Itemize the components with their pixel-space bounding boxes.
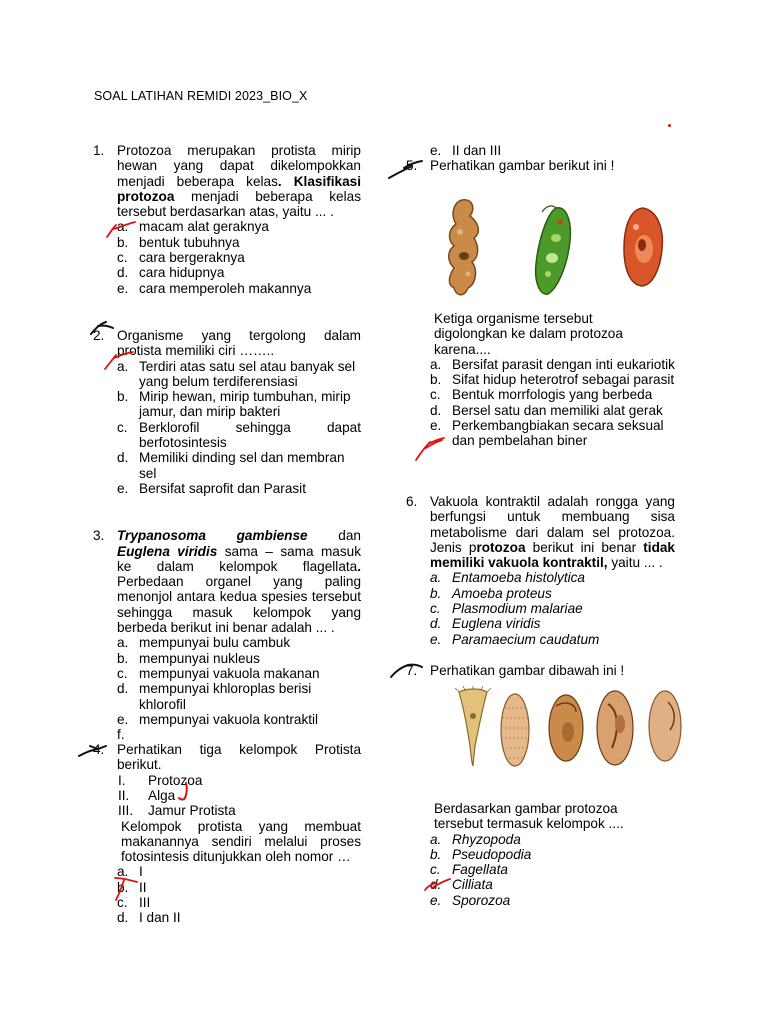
option[interactable]: f. bbox=[117, 727, 125, 743]
q7-options bbox=[430, 832, 675, 908]
option[interactable]: b. II bbox=[117, 879, 147, 895]
question-text: Perhatikan gambar dibawah ini ! bbox=[430, 663, 625, 678]
ciliate-image-4 bbox=[594, 688, 636, 768]
question-number: 5. bbox=[406, 158, 418, 173]
paramecium-image bbox=[620, 205, 666, 289]
q4-continued bbox=[430, 143, 675, 158]
question-5-caption: Ketiga organisme tersebut digolongkan ke dalam protozoa karena.... bbox=[434, 311, 623, 357]
option[interactable]: a. Terdiri atas satu sel atau banyak sel yang belum terdiferensiasi bbox=[117, 358, 356, 389]
option[interactable]: c. III bbox=[117, 895, 151, 911]
q6-options bbox=[430, 570, 675, 646]
page-title: SOAL LATIHAN REMIDI 2023_BIO_X bbox=[94, 89, 308, 103]
question-4-text2: Kelompok protista yang membuat makanannya sendiri melalui proses fotosintesis ditunjukkan oleh nomor … bbox=[121, 818, 361, 865]
option[interactable]: a. Bersifat parasit dengan inti eukariotik bbox=[430, 356, 675, 372]
question-text: Perhatikan gambar berikut ini ! bbox=[430, 158, 615, 173]
question-number: 3. bbox=[93, 528, 105, 544]
option[interactable]: a. mempunyai bulu cambuk bbox=[117, 635, 291, 651]
option[interactable]: d. mempunyai khloroplas berisi khlorofil bbox=[117, 681, 312, 712]
question-7-caption: Berdasarkan gambar protozoa tersebut termasuk kelompok .... bbox=[434, 801, 624, 832]
option[interactable]: b. Mirip hewan, mirip tumbuhan, mirip jamur, dan mirip bakteri bbox=[117, 389, 351, 420]
q4-items bbox=[117, 773, 361, 819]
question-7-body bbox=[430, 801, 675, 908]
option[interactable]: d. Bersel satu dan memiliki alat gerak bbox=[430, 402, 663, 418]
question-text: Organisme yang tergolong dalam protista memiliki ciri …….. bbox=[117, 327, 361, 359]
question-6: 6. Vakuola kontraktil adalah rongga yang berfungsi untuk membuang sisa metabolisme dari dalam sel protozoa. Jenis protozoa berikut ini benar tidak memiliki vakuola kontraktil, yaitu ... . a. Entamoeba histolytica b. Amoeba proteus c. Plasmodium malariae d. Euglena viridis e. Paramaecium caudatum bbox=[406, 494, 675, 647]
ciliate-image-2 bbox=[496, 688, 534, 770]
q4-options bbox=[117, 864, 361, 925]
option[interactable]: a. Entamoeba histolytica bbox=[430, 570, 585, 586]
option[interactable]: b. mempunyai nukleus bbox=[117, 650, 260, 666]
option[interactable]: d. Memiliki dinding sel dan membran sel bbox=[117, 450, 345, 481]
q3-options bbox=[117, 635, 361, 742]
question-text: Protozoa merupakan protista mirip hewan yang dapat dikelompokkan menjadi beberapa kelas bbox=[117, 143, 361, 189]
question-text: Perhatikan tiga kelompok Protista berikut. bbox=[117, 742, 361, 773]
option[interactable]: e. Bersifat saprofit dan Parasit bbox=[117, 480, 306, 496]
question-5 bbox=[406, 158, 675, 173]
roman-item: III. Jamur Protista bbox=[118, 803, 236, 819]
option[interactable]: c. cara bergeraknya bbox=[117, 250, 245, 266]
option[interactable]: e. mempunyai vakuola kontraktil bbox=[117, 711, 319, 727]
option[interactable]: e. II dan III bbox=[430, 143, 502, 158]
option[interactable]: d. Cilliata bbox=[430, 877, 493, 893]
question-7 bbox=[406, 663, 675, 678]
option[interactable]: a. macam alat geraknya bbox=[117, 219, 269, 235]
option[interactable]: e. Paramaecium caudatum bbox=[430, 631, 600, 647]
option[interactable]: a. Rhyzopoda bbox=[430, 831, 521, 847]
amoeba-image bbox=[442, 196, 486, 300]
euglena-image bbox=[522, 202, 578, 298]
ciliate-image-1 bbox=[453, 686, 493, 768]
q5-options bbox=[430, 357, 675, 449]
option[interactable]: b. Pseudopodia bbox=[430, 846, 532, 862]
question-4 bbox=[93, 742, 361, 773]
option[interactable]: d. Euglena viridis bbox=[430, 616, 541, 632]
option[interactable]: b. bentuk tubuhnya bbox=[117, 234, 240, 250]
question-5-body bbox=[430, 311, 675, 449]
option[interactable]: c. Fagellata bbox=[430, 862, 508, 878]
option[interactable]: c. Bentuk morrfologis yang berbeda bbox=[430, 387, 653, 403]
question-number: 6. bbox=[406, 494, 418, 509]
option[interactable]: d. cara hidupnya bbox=[117, 265, 225, 281]
question-2 bbox=[93, 327, 361, 359]
roman-item: I. Protozoa bbox=[118, 772, 203, 788]
option[interactable]: d. I dan II bbox=[117, 910, 181, 926]
question-number: 2. bbox=[93, 327, 105, 343]
question-text: menjadi beberapa kelas tersebut berdasarkan atas, yaitu ... . bbox=[117, 188, 361, 220]
option[interactable]: e. Perkembangbiakan secara seksual dan pembelahan biner bbox=[430, 418, 664, 449]
question-number: 7. bbox=[406, 663, 418, 678]
option[interactable]: b. Sifat hidup heterotrof sebagai parasit bbox=[430, 372, 675, 388]
q2-options bbox=[117, 359, 361, 497]
option[interactable]: a. I bbox=[117, 864, 143, 880]
species-name: Trypanosoma gambiense bbox=[117, 528, 308, 544]
option[interactable]: c. mempunyai vakuola makanan bbox=[117, 665, 320, 681]
red-dot-mark bbox=[668, 124, 671, 127]
option[interactable]: e. Sporozoa bbox=[430, 892, 511, 908]
question-3: 3. Trypanosoma gambiense dan Euglena viridis sama – sama masuk ke dalam kelompok flagellata. Perbedaan organel yang paling menonjol antara kedua spesies tersebut sehingga masuk kelompok yang berbeda berikut ini benar adalah ... . bbox=[93, 528, 362, 636]
option[interactable]: c. Plasmodium malariae bbox=[430, 601, 583, 617]
question-number: 1. bbox=[93, 143, 105, 158]
species-name: Euglena viridis bbox=[117, 543, 218, 559]
question-1 bbox=[93, 143, 361, 220]
option[interactable]: e. cara memperoleh makannya bbox=[117, 280, 312, 296]
q1-options bbox=[117, 219, 361, 295]
ciliate-image-3 bbox=[546, 692, 586, 764]
option[interactable]: b. Amoeba proteus bbox=[430, 585, 552, 601]
roman-item: II. Alga bbox=[118, 787, 176, 803]
question-number: 4. bbox=[93, 742, 105, 758]
question-text-bold: . Klasifikasi protozoa bbox=[117, 173, 361, 204]
left-column bbox=[93, 143, 362, 926]
ciliate-image-5 bbox=[646, 688, 684, 764]
option[interactable]: c. Berklorofil sehingga dapat berfotosintesis bbox=[117, 419, 361, 451]
